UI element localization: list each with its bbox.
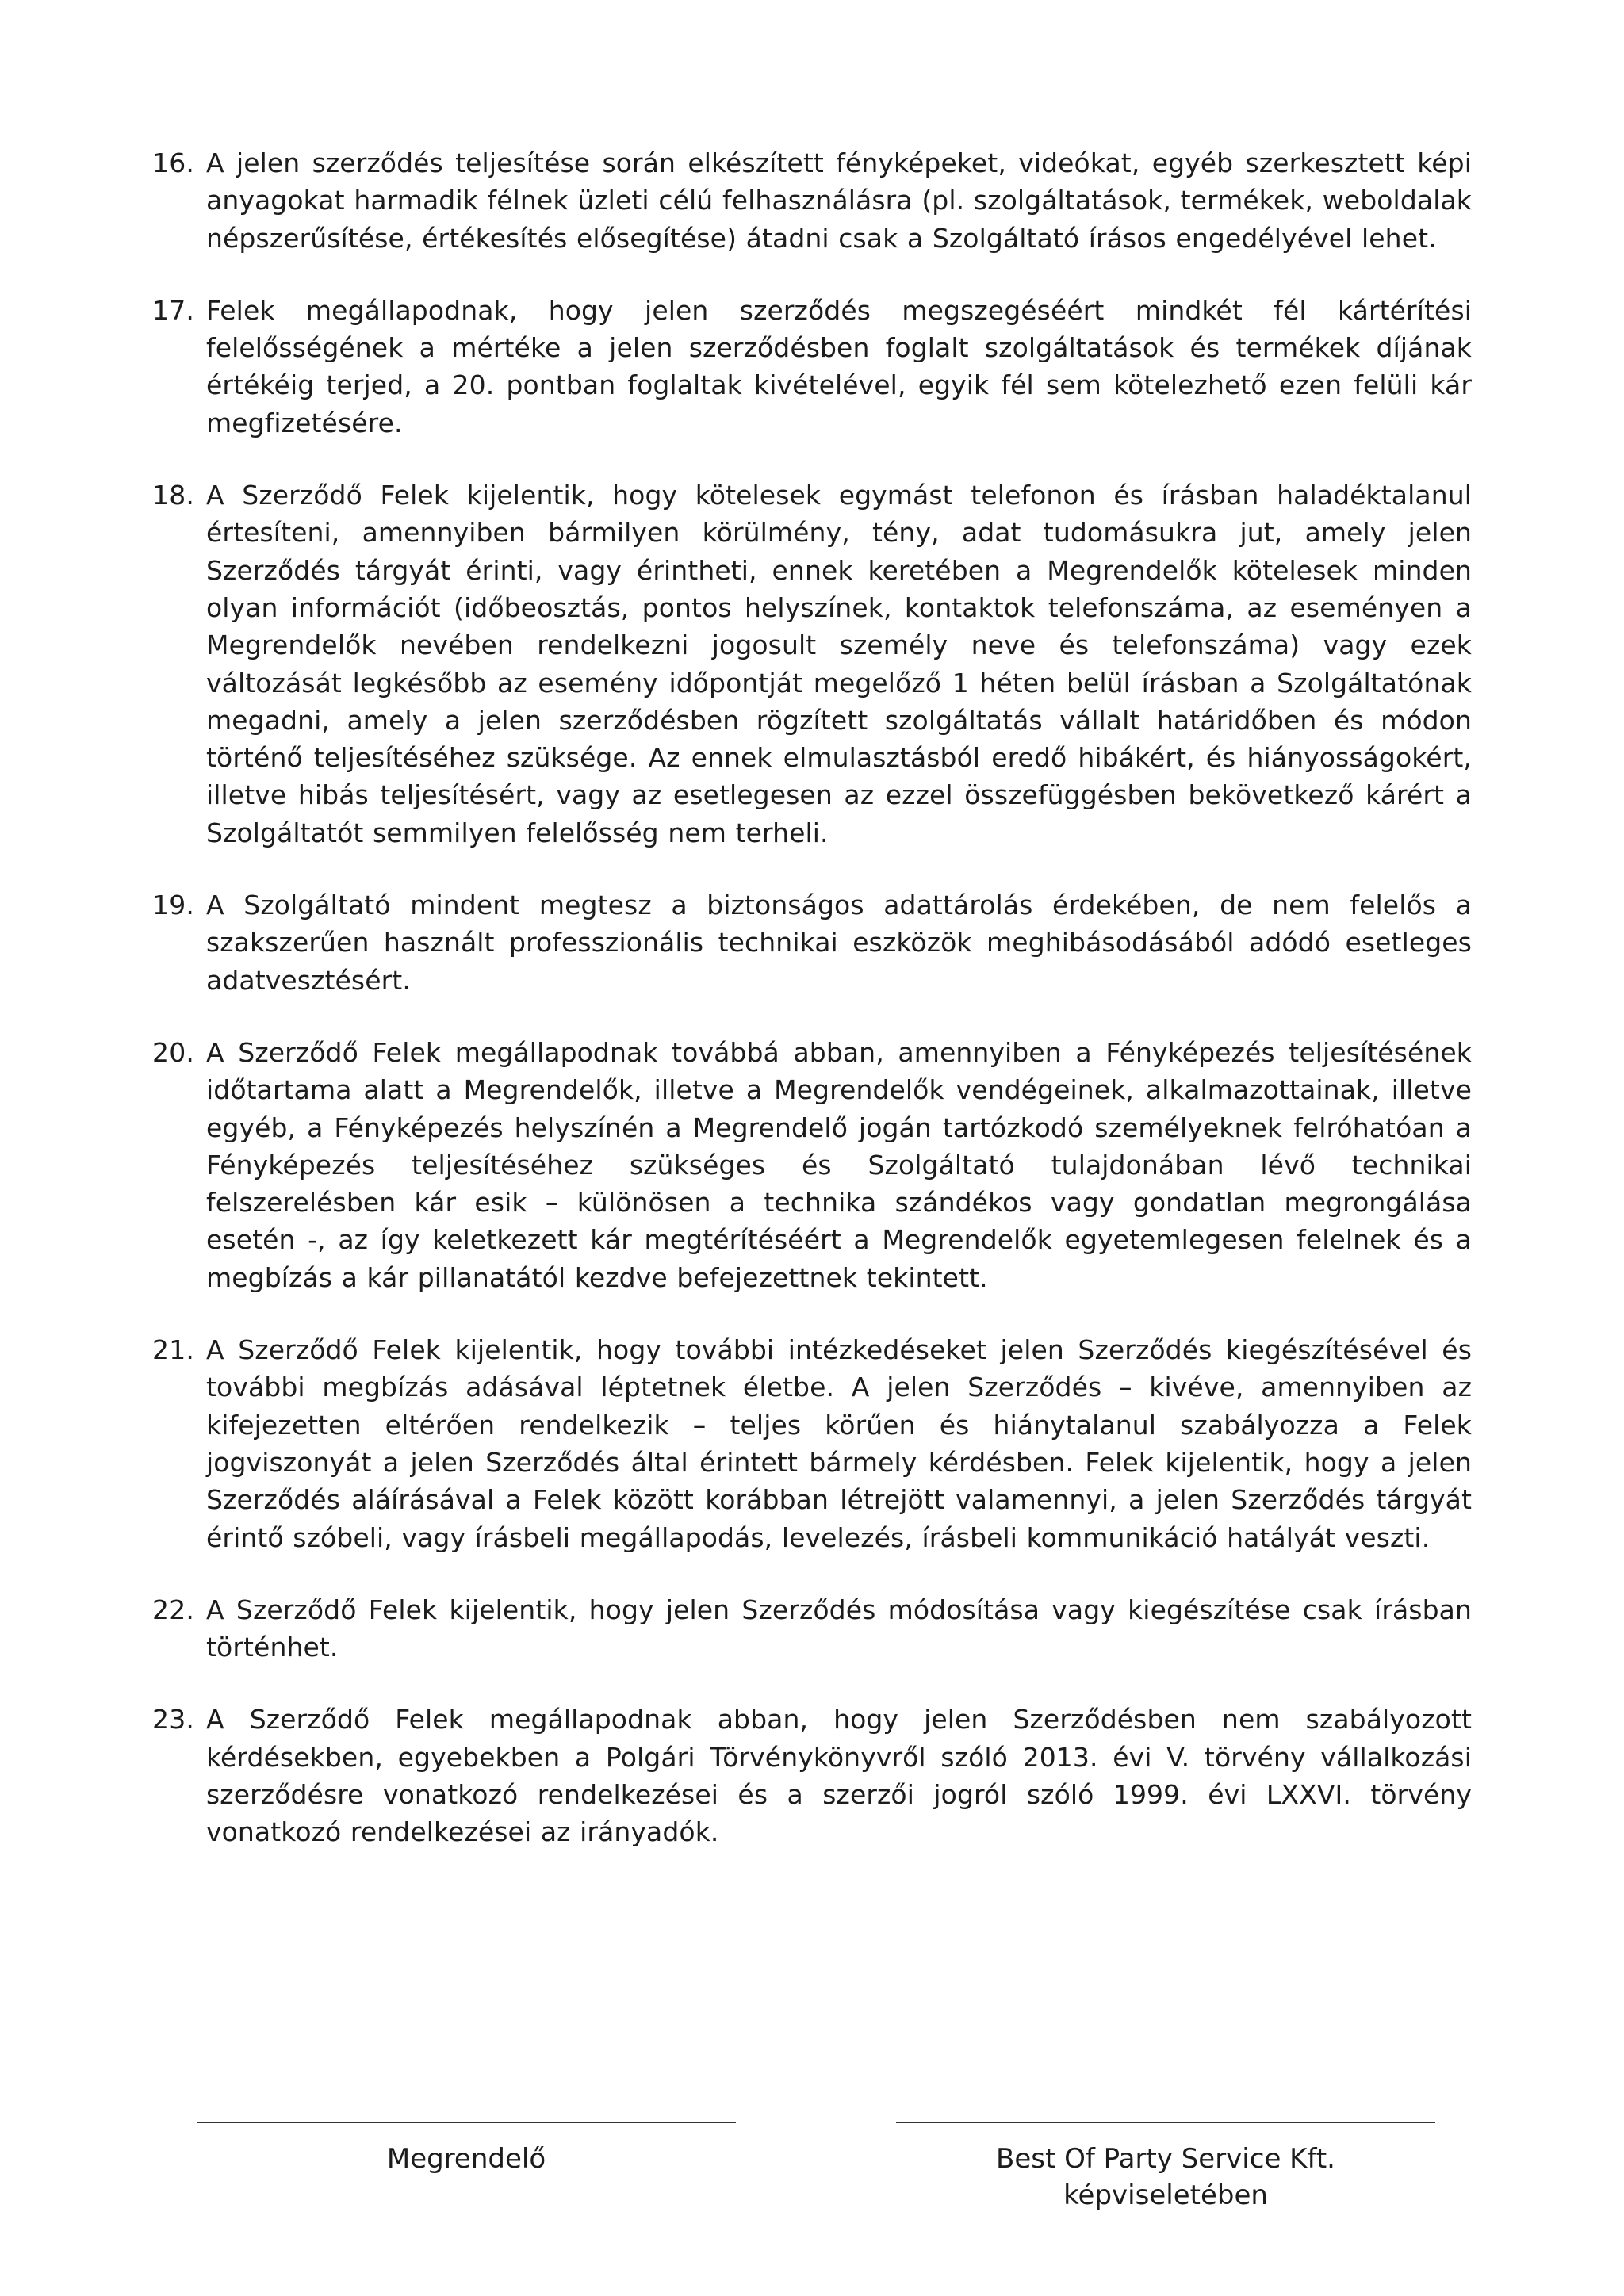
clause-text: A Szerződő Felek kijelentik, hogy kötelesek egymást telefonon és írásban haladéktalanul értesíteni, amennyiben bármilyen körülmény, tény, adat tudomásukra jut, amely jelen Szerződés tárgyát érinti, vagy érintheti, ennek keretében a Megrendelők kötelesek minden olyan információt (időbeosztás, pontos helyszínek, kontaktok telefonszáma, az eseményen a Megrendelők nevében rendelkezni jogosult személy neve és telefonszáma) vagy ezek változását legkésőbb az esemény időpontját megelőző 1 héten belül írásban a Szolgáltatónak megadni, amely a jelen szerződésben rögzített szolgáltatás vállalt határidőben és módon történő teljesítéséhez szüksége. Az ennek elmulasztásból eredő hibákért, és hiányosságokért, illetve hibás teljesítésért, vagy az esetlegesen az ezzel összefüggésben bekövetkező kárért a Szolgáltatót semmilyen felelősség nem terheli. bbox=[206, 480, 1472, 848]
clause-number: 19. bbox=[152, 890, 195, 921]
clause-19 bbox=[152, 886, 1472, 999]
clause-number: 18. bbox=[152, 480, 195, 511]
clause-16 bbox=[152, 144, 1472, 257]
signature-line bbox=[197, 2122, 736, 2123]
clause-text: A Szerződő Felek megállapodnak továbbá abban, amennyiben a Fényképezés teljesítésének időtartama alatt a Megrendelők, illetve a Megrendelők vendégeinek, alkalmazottainak, illetve egyéb, a Fényképezés helyszínén a Megrendelő jogán tartózkodó személyeknek felróhatóan a Fényképezés teljesítéséhez szükséges és Szolgáltató tulajdonában lévő technikai felszerelésben kár esik – különösen a technika szándékos vagy gondatlan megrongálása esetén -, az így keletkezett kár megtérítéséért a Megrendelők egyetemlegesen felelnek és a megbízás a kár pillanatától kezdve befejezettnek tekintett. bbox=[206, 1036, 1472, 1293]
signature-line bbox=[896, 2122, 1435, 2123]
clause-number: 21. bbox=[152, 1334, 195, 1366]
clause-text: A Szolgáltató mindent megtesz a biztonságos adattárolás érdekében, de nem felelős a szakszerűen használt professzionális technikai eszközök meghibásodásából adódó esetleges adatvesztésért. bbox=[206, 890, 1472, 996]
clause-21 bbox=[152, 1331, 1472, 1556]
clause-number: 22. bbox=[152, 1594, 195, 1625]
clause-text: Felek megállapodnak, hogy jelen szerződés megszegéséért mindkét fél kártérítési felelősségének a mértéke a jelen szerződésben foglalt szolgáltatások és termékek díjának értékéig terjed, a 20. pontban foglaltak kivételével, egyik fél sem kötelezhető ezen felüli kár megfizetésére. bbox=[206, 294, 1472, 438]
signature-block-provider bbox=[896, 2122, 1435, 2214]
signature-label-role: képviseletében bbox=[1063, 2179, 1268, 2211]
clause-text: A Szerződő Felek megállapodnak abban, hogy jelen Szerződésben nem szabályozott kérdésekben, egyebekben a Polgári Törvénykönyvről szóló 2013. évi V. törvény vállalkozási szerződésre vonatkozó rendelkezései és a szerzői jogról szóló 1999. évi LXXVI. törvény vonatkozó rendelkezései az irányadók. bbox=[206, 1704, 1472, 1848]
signature-block-customer bbox=[197, 2122, 736, 2177]
clause-22 bbox=[152, 1591, 1472, 1667]
clause-list bbox=[152, 144, 1472, 1886]
clause-20 bbox=[152, 1034, 1472, 1296]
clause-text: A Szerződő Felek kijelentik, hogy további intézkedéseket jelen Szerződés kiegészítésével és további megbízás adásával léptetnek életbe. A jelen Szerződés – kivéve, amennyiben az kifejezetten eltérően rendelkezik – teljes körűen és hiánytalanul szabályozza a Felek jogviszonyát a jelen Szerződés által érintett bármely kérdésben. Felek kijelentik, hogy a jelen Szerződés aláírásával a Felek között korábban létrejött valamennyi, a jelen Szerződés tárgyát érintő szóbeli, vagy írásbeli megállapodás, levelezés, írásbeli kommunikáció hatályát veszti. bbox=[206, 1334, 1472, 1553]
clause-number: 20. bbox=[152, 1036, 195, 1068]
clause-number: 17. bbox=[152, 294, 195, 326]
clause-number: 23. bbox=[152, 1704, 195, 1735]
clause-23 bbox=[152, 1701, 1472, 1850]
signature-label-company: Best Of Party Service Kft. bbox=[996, 2143, 1335, 2175]
signature-label: Megrendelő bbox=[386, 2143, 546, 2175]
clause-text: A Szerződő Felek kijelentik, hogy jelen Szerződés módosítása vagy kiegészítése csak írásban történhet. bbox=[206, 1594, 1472, 1663]
clause-text: A jelen szerződés teljesítése során elkészített fényképeket, videókat, egyéb szerkesztett képi anyagokat harmadik félnek üzleti célú felhasználásra (pl. szolgáltatások, termékek, weboldalak népszerűsítése, értékesítés elősegítése) átadni csak a Szolgáltató írásos engedélyével lehet. bbox=[206, 147, 1472, 254]
clause-18 bbox=[152, 476, 1472, 851]
clause-17 bbox=[152, 292, 1472, 442]
clause-number: 16. bbox=[152, 147, 195, 178]
